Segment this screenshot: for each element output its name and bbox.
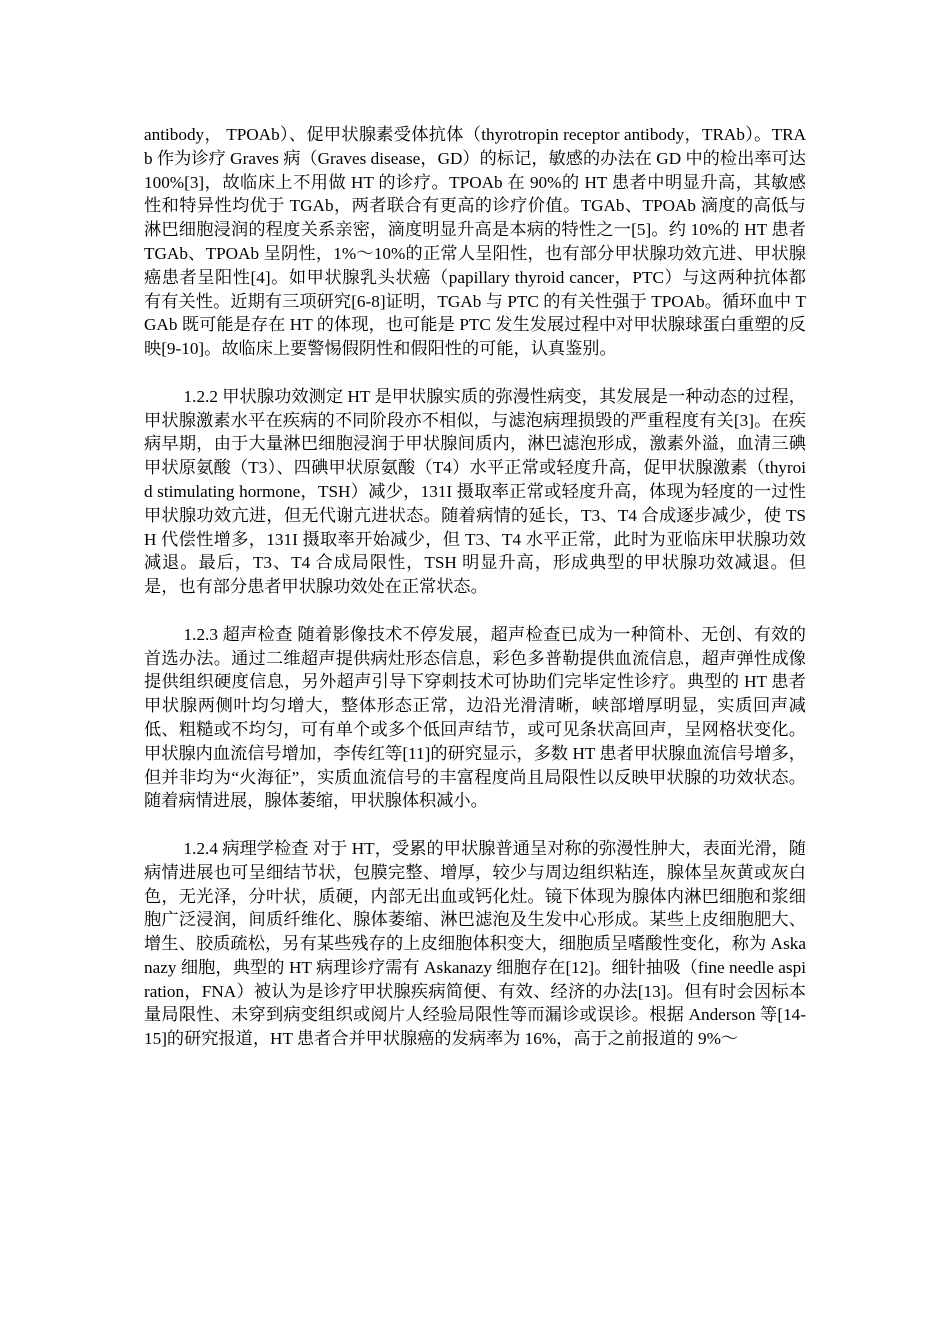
paragraph-spacer bbox=[144, 599, 806, 623]
paragraph-thyroid-function-test: 1.2.2 甲状腺功效测定 HT 是甲状腺实质的弥漫性病变，其发展是一种动态的过程，甲状腺激素水平在疾病的不同阶段亦不相似，与滤泡病理损毁的严重程度有关[3]。在疾病早期，由于大量淋巴细胞浸润于甲状腺间质内，淋巴滤泡形成，激素外溢，血清三碘甲状原氨酸（T3）、四碘甲状原氨酸（T4）水平正常或轻度升高，促甲状腺激素（thyroid stimulating hormone，TSH）减少，131I 摄取率正常或轻度升高，体现为轻度的一过性甲状腺功效亢进，但无代谢亢进状态。随着病情的延长，T3、T4 合成逐步减少，使 TSH 代偿性增多，131I 摄取率开始减少，但 T3、T4 水平正常，此时为亚临床甲状腺功效减退。最后，T3、T4 合成局限性，TSH 明显升高，形成典型的甲状腺功效减退。但是，也有部分患者甲状腺功效处在正常状态。 bbox=[144, 386, 806, 597]
paragraph-antibody-overview: antibody， TPOAb）、促甲状腺素受体抗体（thyrotropin receptor antibody，TRAb）。TRAb 作为诊疗 Graves 病（Graves disease，GD）的标记，敏感的办法在 GD 中的检出率可达 100%[3]，故临床上不用做 HT 的诊疗。TPOAb 在 90%的 HT 患者中明显升高，其敏感性和特异性均优于 TGAb，两者联合有更高的诊疗价值。TGAb、TPOAb 滴度的高低与淋巴细胞浸润的程度关系亲密，滴度明显升高是本病的特性之一[5]。约 10%的 HT 患者 TGAb、TPOAb 呈阴性，1%～10%的正常人呈阳性，也有部分甲状腺功效亢进、甲状腺癌患者呈阳性[4]。如甲状腺乳头状癌（papillary thyroid cancer，PTC）与这两种抗体都有有关性。近期有三项研究[6-8]证明，TGAb 与 PTC 的有关性强于 TPOAb。循环血中 TGAb 既可能是存在 HT 的体现，也可能是 PTC 发生发展过程中对甲状腺球蛋白重塑的反映[9-10]。故临床上要警惕假阴性和假阳性的可能，认真鉴别。 bbox=[144, 125, 806, 359]
paragraph-spacer bbox=[144, 361, 806, 385]
paragraph-spacer bbox=[144, 813, 806, 837]
paragraph-pathology-exam: 1.2.4 病理学检查 对于 HT，受累的甲状腺普通呈对称的弥漫性肿大，表面光滑，随病情进展也可呈细结节状，包膜完整、增厚，较少与周边组织粘连，腺体呈灰黄或灰白色，无光泽，分叶状，质硬，内部无出血或钙化灶。镜下体现为腺体内淋巴细胞和浆细胞广泛浸润，间质纤维化、腺体萎缩、淋巴滤泡及生发中心形成。某些上皮细胞肥大、增生、胶质疏松，另有某些残存的上皮细胞体积变大，细胞质呈嗜酸性变化，称为 Askanazy 细胞，典型的 HT 病理诊疗需有 Askanazy 细胞存在[12]。细针抽吸（fine needle aspiration，FNA）被认为是诊疗甲状腺疾病简便、有效、经济的办法[13]。但有时会因标本量局限性、未穿到病变组织或阅片人经验局限性等而漏诊或误诊。根据 Anderson 等[14-15]的研究报道，HT 患者合并甲状腺癌的发病率为 16%，高于之前报道的 9%～ bbox=[144, 838, 806, 1049]
paragraph-ultrasound-exam: 1.2.3 超声检查 随着影像技术不停发展，超声检查已成为一种简朴、无创、有效的首选办法。通过二维超声提供病灶形态信息，彩色多普勒提供血流信息，超声弹性成像提供组织硬度信息，另外超声引导下穿刺技术可协助们完毕定性诊疗。典型的 HT 患者甲状腺两侧叶均匀增大，整体形态正常，边沿光滑清晰，峡部增厚明显，实质回声减低、粗糙或不均匀，可有单个或多个低回声结节，或可见条状高回声，呈网格状变化。甲状腺内血流信号增加，李传红等[11]的研究显示，多数 HT 患者甲状腺血流信号增多，但并非均为“火海征”，实质血流信号的丰富程度尚且局限性以反映甲状腺的功效状态。随着病情进展，腺体萎缩，甲状腺体积减小。 bbox=[144, 624, 806, 811]
document-body bbox=[144, 123, 806, 1051]
